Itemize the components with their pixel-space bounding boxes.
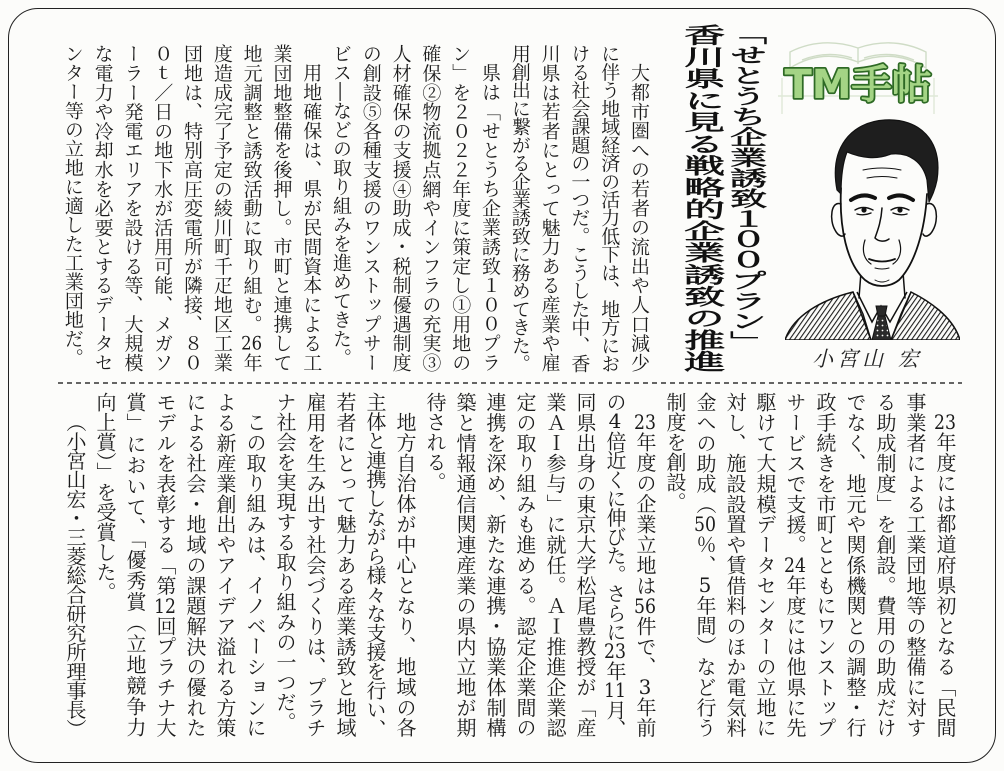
text-column bbox=[355, 44, 385, 372]
text-line: 度造成完了予定の綾川町千疋地区工業 bbox=[210, 44, 233, 372]
text-line: 築と情報通信関連産業の県内立地が期 bbox=[453, 392, 477, 738]
text-column bbox=[593, 44, 623, 372]
text-column bbox=[240, 392, 270, 738]
text-line: 定の取り組みも進める。認定企業間の bbox=[513, 392, 537, 738]
author-signature: 小宮山 宏 bbox=[812, 347, 923, 371]
text-column bbox=[720, 392, 750, 738]
text-line: 団地は、特別高圧変電所が隣接、８０ bbox=[181, 44, 204, 372]
text-column bbox=[360, 392, 390, 738]
text-line: この取り組みは、イノベーションに bbox=[243, 412, 267, 738]
text-line: 主体と連携しながら様々な支援を行い、 bbox=[363, 392, 387, 739]
text-line: 川県は若者にとって魅力ある産業や雇 bbox=[538, 44, 561, 372]
text-column bbox=[325, 44, 355, 372]
text-line: 23年度には都道府県初となる「民間 bbox=[933, 412, 957, 738]
text-column bbox=[270, 392, 300, 738]
section-divider bbox=[58, 381, 962, 385]
text-column bbox=[870, 392, 900, 738]
text-line: ン」を２０２２年度に策定し①用地の bbox=[449, 44, 472, 372]
text-line: 連携を深め、新たな連携・協業体制構 bbox=[483, 392, 507, 738]
text-line: 確保②物流拠点網やインフラの充実③ bbox=[419, 44, 442, 372]
text-column bbox=[690, 392, 720, 738]
text-line: 地方自治体が中心となり、地域の各 bbox=[393, 412, 417, 738]
text-column bbox=[180, 392, 210, 738]
text-line: 待される。 bbox=[423, 392, 447, 492]
text-line: ける社会課題の一つだ。こうした中、香 bbox=[568, 44, 591, 373]
text-column bbox=[450, 392, 480, 738]
text-column bbox=[146, 44, 176, 372]
text-column bbox=[510, 392, 540, 738]
text-line: ビス―などの取り組みを進めてきた。 bbox=[330, 44, 353, 367]
text-column bbox=[840, 392, 870, 738]
text-column bbox=[120, 392, 150, 738]
text-line: 向上賞）」を受賞した。 bbox=[93, 392, 117, 602]
text-line: 事業者による工業団地等の整備に対す bbox=[903, 392, 927, 738]
text-column bbox=[210, 392, 240, 738]
text-column bbox=[623, 44, 653, 372]
text-column bbox=[415, 44, 445, 372]
text-column bbox=[206, 44, 236, 372]
text-line: サービスで支援。24年度には他県に先 bbox=[783, 392, 807, 738]
text-line: 人材確保の支援④助成・税制優遇制度 bbox=[389, 44, 412, 372]
text-line: に伴う地域経済の活力低下は、地方にお bbox=[598, 44, 621, 373]
text-column bbox=[330, 392, 360, 738]
text-line: 若者にとって魅力ある産業誘致と地域 bbox=[333, 392, 357, 738]
text-column bbox=[87, 44, 117, 372]
text-column bbox=[660, 392, 690, 738]
text-column bbox=[480, 392, 510, 738]
text-column bbox=[444, 44, 474, 372]
text-column bbox=[390, 392, 420, 738]
text-column bbox=[420, 392, 450, 738]
text-line: モデルを表彰する「第12回プラチナ大 bbox=[153, 392, 177, 738]
text-column bbox=[176, 44, 206, 372]
text-column bbox=[810, 392, 840, 738]
byline-column bbox=[60, 392, 90, 738]
text-line: でなく、地元や関係機関との調整・行 bbox=[843, 392, 867, 738]
text-line: 制度を創設。 bbox=[663, 392, 687, 512]
text-column bbox=[90, 392, 120, 738]
text-line: ンター等の立地に適した工業団地だ。 bbox=[61, 44, 84, 367]
text-column bbox=[385, 44, 415, 372]
text-line: 政手続きを市町とともにワンストップ bbox=[813, 392, 837, 738]
text-column bbox=[117, 44, 147, 372]
text-line: ナ社会を実現する取り組みの一つだ。 bbox=[273, 392, 297, 732]
text-line: による社会・地域の課題解決の優れた bbox=[183, 392, 207, 738]
text-column bbox=[534, 44, 564, 372]
portrait-illustration bbox=[785, 108, 960, 340]
text-line: の創設⑤各種支援のワンストップサー bbox=[359, 44, 382, 372]
text-line: る助成制度」を創設。費用の助成だけ bbox=[873, 392, 897, 738]
text-column bbox=[150, 392, 180, 738]
text-line: ーラー発電エリアを設ける等、大規模 bbox=[121, 44, 144, 372]
text-line: 県は「せとうち企業誘致１００プラ bbox=[479, 63, 502, 372]
text-line: 業団地整備を後押し。市町と連携して bbox=[270, 44, 293, 372]
text-line: 用地確保は、県が民間資本による工 bbox=[300, 63, 323, 372]
text-line: ０ｔ／日の地下水が活用可能、メガソ bbox=[151, 44, 174, 372]
text-column bbox=[564, 44, 594, 372]
text-line: 大都市圏への若者の流出や人口減少 bbox=[628, 63, 650, 372]
lower-article-text bbox=[60, 392, 960, 738]
text-line: よる新産業創出やアイデア溢れる方策 bbox=[213, 392, 237, 738]
text-line: 23年度の企業立地は56件で、3年前 bbox=[633, 412, 657, 739]
text-column bbox=[930, 392, 960, 738]
text-line: 業ＡＩ参与」に就任。ＡＩ推進企業認 bbox=[543, 392, 567, 738]
text-line: 賞」において、「優秀賞（立地競争力 bbox=[123, 392, 147, 738]
text-line: 駆けて大規模データセンターの立地に bbox=[753, 392, 777, 738]
text-line: 金への助成（50％、5年間）など行う bbox=[693, 392, 717, 739]
headline-title: 「せとうち企業誘致１００プラン」 bbox=[724, 24, 769, 352]
text-column bbox=[630, 392, 660, 738]
text-column bbox=[540, 392, 570, 738]
headline-subtitle: 香川県に見る戦略的企業誘致の推進 bbox=[676, 24, 725, 373]
upper-article-text bbox=[57, 44, 653, 372]
text-line: 同県出身の東京大学松尾豊教授が「産 bbox=[573, 392, 597, 738]
text-column bbox=[504, 44, 534, 372]
text-line: 対し、施設設置や賃借料のほか電気料 bbox=[723, 392, 747, 738]
text-column bbox=[780, 392, 810, 738]
text-line: な電力や冷却水を必要とするデータセ bbox=[91, 44, 114, 372]
text-line: 地元調整と誘致活動に取り組む。26年 bbox=[240, 44, 263, 372]
text-column bbox=[266, 44, 296, 372]
text-column bbox=[900, 392, 930, 738]
portrait-head bbox=[832, 120, 938, 298]
column-logo bbox=[772, 38, 944, 118]
text-column bbox=[295, 44, 325, 372]
text-column bbox=[600, 392, 630, 738]
text-line: （小宮山宏・三菱総合研究所理事長） bbox=[63, 412, 87, 739]
text-column bbox=[300, 392, 330, 738]
text-column bbox=[57, 44, 87, 372]
text-line: 用創出に繋がる企業誘致に務めてきた。 bbox=[508, 44, 531, 373]
text-column bbox=[474, 44, 504, 372]
column-logo-text: TM手帖 bbox=[784, 62, 932, 108]
text-column bbox=[570, 392, 600, 738]
text-line: の4倍近くに伸びた。さらに23年11月、 bbox=[603, 392, 627, 739]
text-line: 雇用を生み出す社会づくりは、プラチ bbox=[303, 392, 327, 738]
text-column bbox=[750, 392, 780, 738]
text-column bbox=[236, 44, 266, 372]
